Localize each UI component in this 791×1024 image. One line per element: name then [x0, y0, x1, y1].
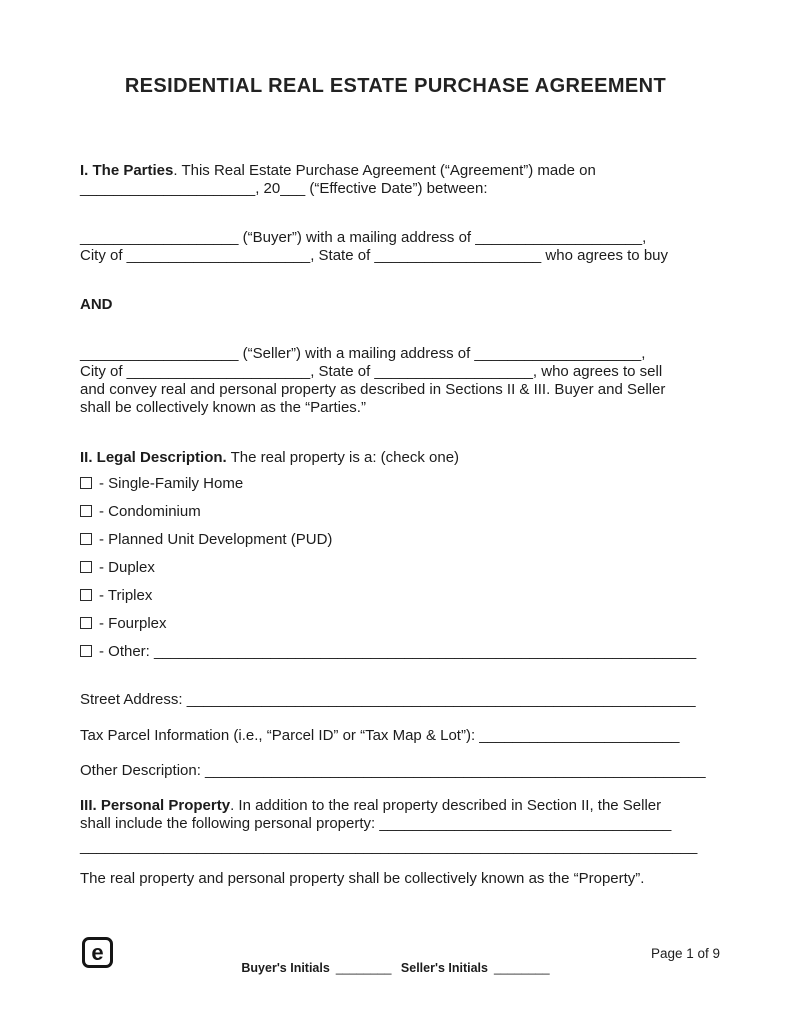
eforms-logo-letter: e: [91, 939, 104, 965]
seller-initials-label: Seller's Initials: [400, 961, 488, 975]
personal-property-text: . In addition to the real property described in Section II, the Seller: [230, 797, 662, 814]
checkbox-icon[interactable]: [80, 589, 92, 601]
seller-initials-blank[interactable]: ________: [493, 961, 550, 975]
street-address-field: Street Address: _____________________________________________________________: [80, 691, 696, 708]
seller-line-4: shall be collectively known as the “Parties.”: [80, 399, 366, 416]
page-number: Page 1 of 9: [650, 946, 720, 961]
legal-option-pud: [80, 531, 711, 549]
personal-property-line1: [80, 797, 711, 815]
seller-line-3: and convey real and personal property as described in Sections II & III. Buyer and Seller: [80, 381, 666, 398]
personal-property-heading: III. Personal Property: [80, 797, 231, 814]
seller-line-2: City of ______________________, State of ___________________, who agrees to sell: [80, 363, 663, 380]
effective-date-blank-line: _____________________, 20___ (“Effective Date”) between:: [80, 180, 488, 197]
section-legal-heading: [80, 449, 711, 467]
legal-option-fourplex: [80, 615, 711, 633]
buyer-paragraph: [80, 229, 711, 265]
document-title: RESIDENTIAL REAL ESTATE PURCHASE AGREEMENT: [124, 75, 667, 97]
checkbox-icon[interactable]: [80, 477, 92, 489]
legal-option-other: [80, 643, 711, 661]
other-description-field: Other Description: ____________________________________________________________: [80, 762, 706, 779]
parties-intro-text: . This Real Estate Purchase Agreement (“Agreement”) made on: [173, 162, 596, 179]
initials-line: [0, 961, 791, 975]
legal-option-condominium: [80, 503, 711, 521]
legal-option-duplex: [80, 559, 711, 577]
legal-option-label: - Triplex: [99, 587, 153, 604]
legal-option-label: - Single-Family Home: [99, 475, 244, 492]
checkbox-icon[interactable]: [80, 561, 92, 573]
and-label: AND: [80, 296, 113, 313]
legal-option-label: - Planned Unit Development (PUD): [99, 531, 333, 548]
legal-heading: II. Legal Description.: [80, 449, 227, 466]
section-personal-property: [80, 797, 711, 833]
legal-option-triplex: [80, 587, 711, 605]
property-closing-statement: The real property and personal property shall be collectively known as the “Property”.: [80, 870, 645, 887]
parties-intro-line1: [80, 162, 711, 180]
legal-option-label: - Duplex: [99, 559, 155, 576]
checkbox-icon[interactable]: [80, 533, 92, 545]
buyer-line-1: ___________________ (“Buyer”) with a mailing address of ____________________,: [80, 229, 647, 246]
section-parties-intro: [80, 162, 711, 198]
buyer-line-2: City of ______________________, State of ____________________ who agrees to buy: [80, 247, 669, 264]
personal-property-line2: shall include the following personal property: ___________________________________: [80, 815, 672, 832]
legal-option-single-family: [80, 475, 711, 493]
seller-line-1: ___________________ (“Seller”) with a mailing address of ____________________,: [80, 345, 646, 362]
parties-heading: I. The Parties: [80, 162, 174, 179]
tax-parcel-field: Tax Parcel Information (i.e., “Parcel ID” or “Tax Map & Lot”): ________________________: [80, 727, 680, 744]
checkbox-icon[interactable]: [80, 505, 92, 517]
legal-heading-text: The real property is a: (check one): [226, 449, 460, 466]
buyer-initials-label: Buyer's Initials: [241, 961, 330, 975]
buyer-initials-blank[interactable]: ________: [335, 961, 392, 975]
checkbox-icon[interactable]: [80, 617, 92, 629]
legal-option-label: - Other: _________________________________________________________________: [99, 643, 697, 660]
checkbox-icon[interactable]: [80, 645, 92, 657]
seller-paragraph: [80, 345, 711, 417]
legal-option-label: - Condominium: [99, 503, 201, 520]
legal-option-label: - Fourplex: [99, 615, 167, 632]
personal-property-blank-line: __________________________________________________________________________: [80, 838, 698, 855]
